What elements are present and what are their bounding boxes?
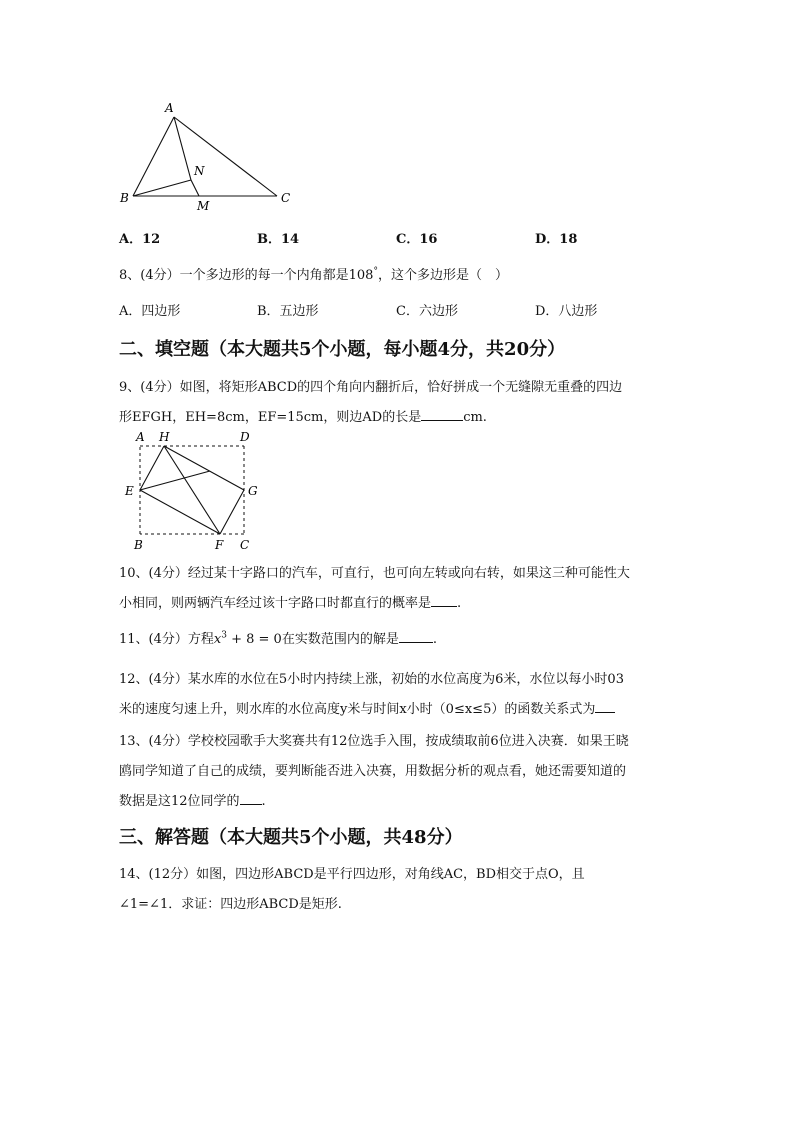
q7-option-d: D．18 (535, 232, 578, 247)
q13-line2: 鸥同学知道了自己的成绩，要判断能否进入决赛，用数据分析的观点看，她还需要知道的 (119, 764, 627, 779)
q12-line2: 米的速度匀速上升，则水库的水位高度y米与时间x小时（0≤x≤5）的函数关系式为 (119, 698, 615, 717)
q11-answer-blank (399, 630, 433, 643)
q8-option-b: B．五边形 (257, 304, 319, 319)
q8-option-a: A．四边形 (119, 304, 181, 319)
q13-line3: 数据是这12位同学的 . (119, 794, 266, 809)
q7-option-b: B．14 (257, 232, 300, 247)
label-D: D (240, 430, 250, 444)
label-A: A (136, 430, 145, 444)
q8-text-after: ，这个多边形是（ ） (377, 268, 508, 283)
label-B: B (120, 191, 129, 205)
q10-answer-blank (431, 594, 457, 607)
q13-answer-blank (240, 792, 262, 805)
label-E: E (125, 484, 134, 498)
section2-title: 二、填空题（本大题共5个小题，每小题4分，共20分） (119, 339, 566, 360)
q14-line2: ∠1=∠1．求证：四边形ABCD是矩形. (119, 897, 342, 912)
label-N: N (194, 164, 205, 178)
rectangle-figure (120, 428, 265, 553)
q8-angle: 108° (348, 266, 378, 283)
q9-line1: 9、(4分）如图，将矩形ABCD的四个角向内翻折后，恰好拼成一个无缝隙无重叠的四边 (119, 380, 623, 395)
q8-stem (119, 264, 508, 283)
q8-text-before: 8、(4分）一个多边形的每一个内角都是 (119, 268, 349, 283)
q10-line2: 小相同，则两辆汽车经过该十字路口时都直行的概率是 . (119, 596, 462, 611)
q12-line1: 12、(4分）某水库的水位在5小时内持续上涨，初始的水位高度为6米，水位以每小时03 (119, 672, 624, 687)
label-H: H (159, 430, 170, 444)
q13-line1: 13、(4分）学校校园歌手大奖赛共有12位选手入围，按成绩取前6位进入决赛．如果王晓 (119, 734, 629, 749)
label-F: F (215, 538, 224, 552)
q8-option-c: C．六边形 (396, 304, 458, 319)
section3-title: 三、解答题（本大题共5个小题，共48分） (119, 827, 463, 848)
q7-option-a: A．12 (119, 232, 161, 247)
q14-line1: 14、(12分）如图，四边形ABCD是平行四边形，对角线AC，BD相交于点O，且 (119, 867, 585, 882)
q9-answer-blank (421, 408, 463, 421)
triangle-figure (110, 98, 300, 218)
label-A: A (165, 101, 174, 115)
label-C: C (240, 538, 250, 552)
label-B: B (134, 538, 143, 552)
q7-option-c: C．16 (396, 232, 438, 247)
q11-stem: 11、(4分）方程$x^3 + 8 = 0$在实数范围内的解是 . (119, 630, 437, 647)
label-M: M (197, 199, 210, 213)
q12-answer-blank (595, 700, 615, 713)
q9-line2: 形EFGH，EH=8cm，EF=15cm，则边AD的长是 cm. (119, 410, 487, 425)
label-G: G (248, 484, 258, 498)
label-C: C (281, 191, 291, 205)
q8-option-d: D．八边形 (535, 304, 598, 319)
q11-equation: $x^3 + 8 = 0$ (213, 630, 282, 647)
q10-line1: 10、(4分）经过某十字路口的汽车，可直行，也可向左转或向右转，如果这三种可能性大 (119, 566, 630, 581)
